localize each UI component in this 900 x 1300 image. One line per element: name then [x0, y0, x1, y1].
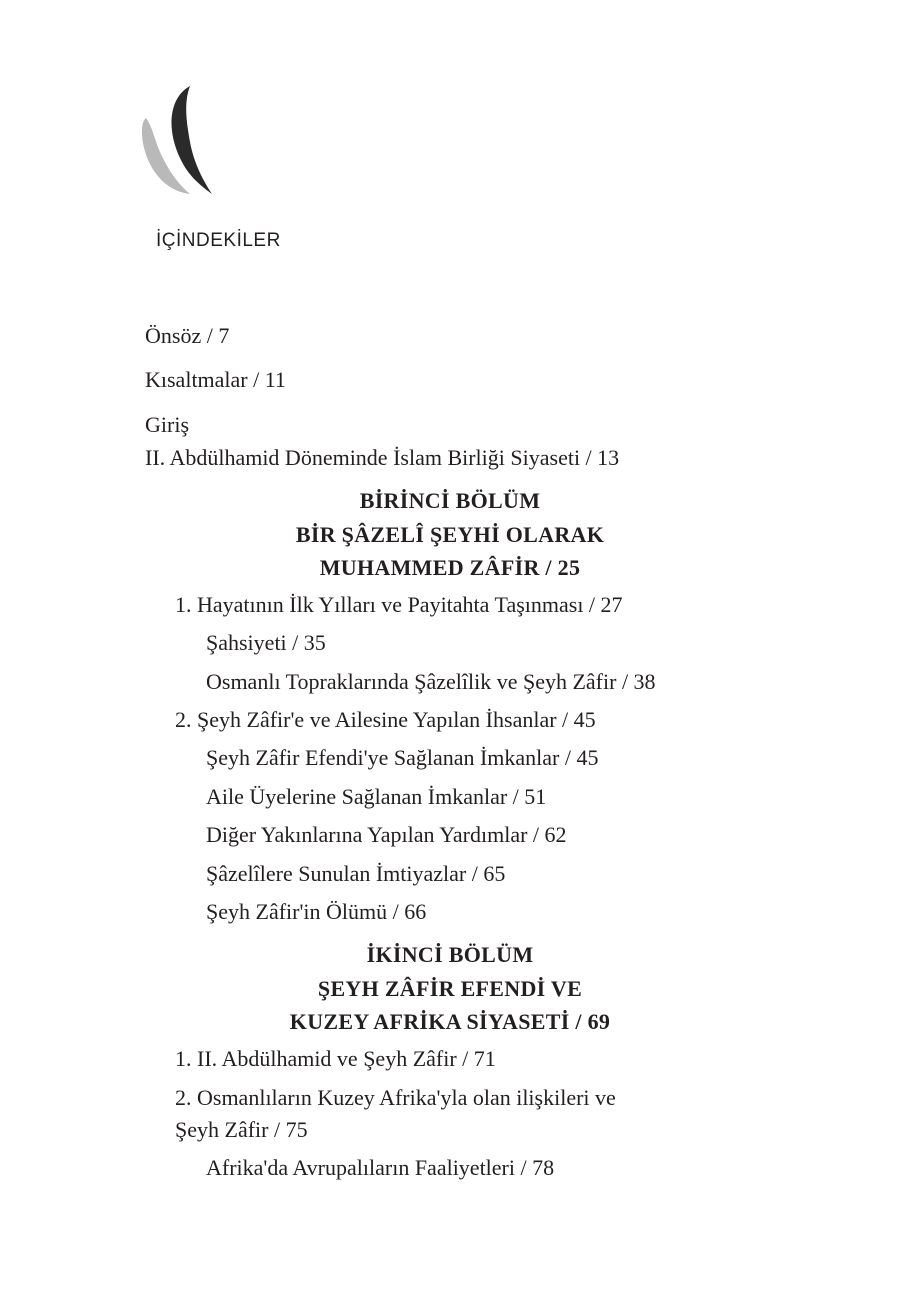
toc-chapter-entry: 1. II. Abdülhamid ve Şeyh Zâfir / 71 [175, 1046, 496, 1071]
part-one-heading-line: BİRİNCİ BÖLÜM [359, 488, 541, 513]
toc-subsection-entry: Şahsiyeti / 35 [206, 630, 326, 655]
toc-subsection-entry: Diğer Yakınlarına Yapılan Yardımlar / 62 [206, 822, 567, 847]
toc-heading: İÇİNDEKİLER [156, 230, 281, 251]
toc-subsection-entry: Osmanlı Topraklarında Şâzelîlik ve Şeyh Zâfir / 38 [206, 669, 656, 694]
toc-subsection-entry: Şeyh Zâfir Efendi'ye Sağlanan İmkanlar / 45 [206, 745, 599, 770]
toc-chapter-entry: 2. Şeyh Zâfir'e ve Ailesine Yapılan İhsanlar / 45 [175, 707, 596, 732]
part-two-heading-line: KUZEY AFRİKA SİYASETİ / 69 [289, 1009, 611, 1034]
part-one-heading-line: BİR ŞÂZELÎ ŞEYHİ OLARAK [295, 521, 605, 547]
part-one-heading [0, 484, 900, 585]
toc-entry-abbreviations: Kısaltmalar / 11 [145, 367, 286, 392]
toc-chapter-entry-continuation: Şeyh Zâfir / 75 [175, 1117, 308, 1142]
toc-subsection-entry: Aile Üyelerine Sağlanan İmkanlar / 51 [206, 784, 547, 809]
part-two-heading [0, 938, 900, 1039]
part-one-heading-line: MUHAMMED ZÂFİR / 25 [319, 555, 581, 580]
toc-subsection-entry: Şâzelîlere Sunulan İmtiyazlar / 65 [206, 861, 506, 886]
toc-chapter-entry: 2. Osmanlıların Kuzey Afrika'yla olan ilişkileri ve [175, 1085, 616, 1110]
toc-chapter-entry: 1. Hayatının İlk Yılları ve Payitahta Taşınması / 27 [175, 592, 623, 617]
part-two-heading-line: İKİNCİ BÖLÜM [366, 942, 534, 967]
part-two-heading-line: ŞEYH ZÂFİR EFENDİ VE [317, 975, 583, 1001]
toc-subsection-entry: Şeyh Zâfir'in Ölümü / 66 [206, 899, 427, 924]
publisher-logo-icon [138, 84, 218, 200]
toc-entry-preface: Önsöz / 7 [145, 323, 230, 348]
toc-entry-introduction-label: Giriş [145, 412, 189, 437]
toc-subsection-entry: Afrika'da Avrupalıların Faaliyetleri / 78 [206, 1155, 555, 1180]
toc-entry-introduction-title: II. Abdülhamid Döneminde İslam Birliği Siyaseti / 13 [145, 445, 620, 470]
